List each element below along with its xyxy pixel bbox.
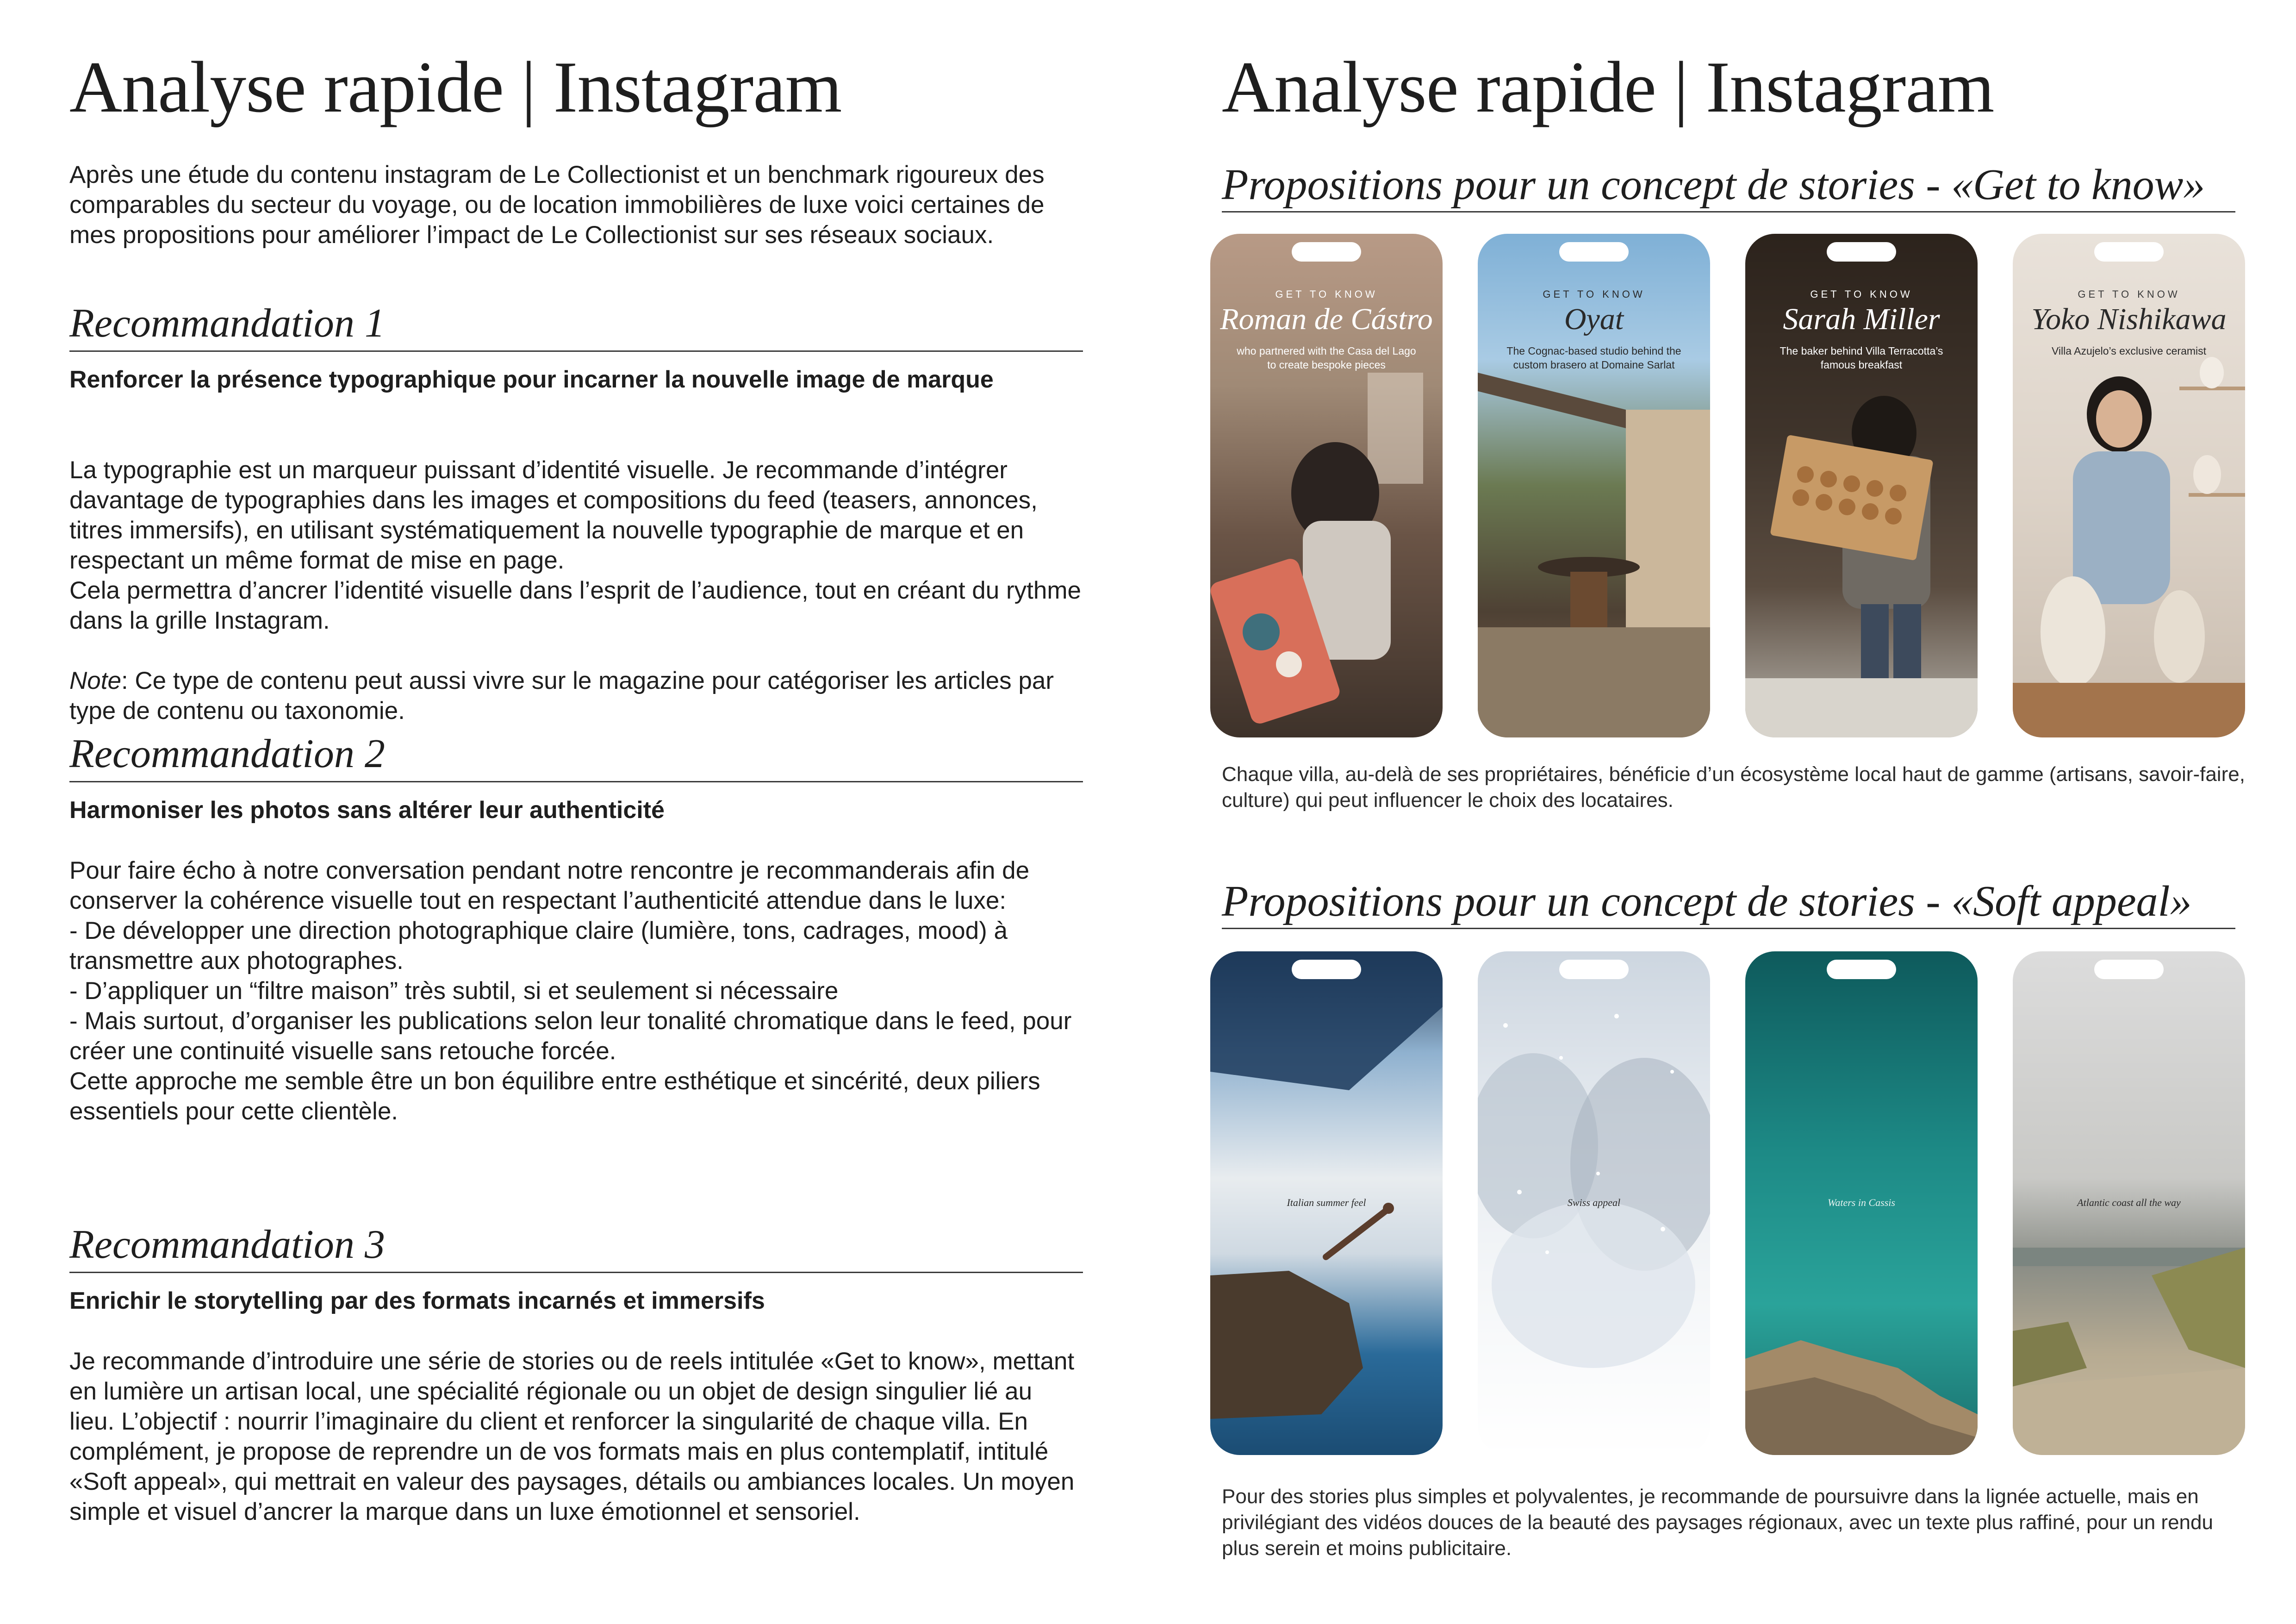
story-description: The baker behind Villa Terracotta’s famous breakfast: [1780, 345, 1943, 371]
story-name: Roman de Cástro: [1220, 302, 1433, 336]
story-card[interactable]: [1478, 234, 1710, 737]
story-eyebrow: GET TO KNOW: [2078, 288, 2180, 300]
intro-paragraph: Après une étude du contenu instagram de Le Collectionist et un benchmark rigoureux des comparables du secteur du voyage, ou de location immobilières de luxe voici certaines de mes propositions pour améliorer l’impact de Le Collectionist sur ses réseaux sociaux.: [69, 161, 1045, 249]
recommendation-subtitle: Renforcer la présence typographique pour incarner la nouvelle image de marque: [69, 366, 994, 393]
story-description: The Cognac-based studio behind the custom brasero at Domaine Sarlat: [1506, 345, 1681, 371]
get-to-know-stories: [1210, 234, 2247, 738]
story-name: Yoko Nishikawa: [2031, 302, 2227, 336]
story-description: Villa Azujelo’s exclusive ceramist: [2051, 345, 2207, 357]
story-name: Oyat: [1564, 302, 1624, 336]
soft-story-card[interactable]: [1745, 951, 1978, 1455]
recommendation-1: [69, 303, 1083, 756]
recommendation-heading: Recommandation 2: [69, 734, 1083, 782]
phone-notch: [1292, 960, 1361, 979]
phone-notch: [2094, 960, 2164, 979]
recommendation-body: Pour faire écho à notre conversation pendant notre rencontre je recommanderais afin de conserver la cohérence visuelle tout en respectant l’authenticité attendue dans le luxe: - De développer une direction photographique claire (lumière, tons, cadrages, mood) à transmettre aux photographes. - D’appliquer un “filtre maison” très subtil, si et seulement si nécessaire - Mais surtout, d’organiser les publications selon leur tonalité chromatique dans le feed, pour créer une continuité visuelle sans retouche forcée. Cette approche me semble être un bon équilibre entre esthétique et sincérité, deux piliers essentiels pour cette clientèle.: [69, 857, 1072, 1125]
soft-caption: Waters in Cassis: [1828, 1197, 1895, 1208]
soft-appeal-stories: [1210, 951, 2247, 1456]
soft-story-card[interactable]: [1478, 951, 1710, 1455]
note-text: : Ce type de contenu peut aussi vivre sur le magazine pour catégoriser les articles par type de contenu ou taxonomie.: [69, 667, 1054, 725]
get-to-know-heading: Propositions pour un concept de stories - «Get to know»: [1222, 163, 2235, 212]
phone-notch: [1292, 242, 1361, 262]
story-card[interactable]: [1210, 234, 1443, 737]
story-eyebrow: GET TO KNOW: [1810, 288, 1913, 300]
recommendation-body: [69, 425, 1083, 756]
phone-notch: [1827, 242, 1896, 262]
soft-story-card[interactable]: [1210, 951, 1443, 1455]
story-description: who partnered with the Casa del Lago to create bespoke pieces: [1237, 345, 1416, 371]
story-eyebrow: GET TO KNOW: [1275, 288, 1378, 300]
recommendation-2: [69, 731, 1083, 1126]
recommendation-3: [69, 1224, 1083, 1527]
soft-caption: Swiss appeal: [1567, 1197, 1621, 1208]
recommendation-text: La typographie est un marqueur puissant d’identité visuelle. Je recommande d’intégrer davantage de typographies dans les images et compositions du feed (teasers, annonces, titres immersifs), en utilisant systématiquement la nouvelle typographie de marque et en respectant un même format de mise en page. Cela permettra d’ancrer l’identité visuelle dans l’esprit de l’audience, tout en créant du rythme dans la grille Instagram.: [69, 456, 1081, 634]
story-name: Sarah Miller: [1783, 302, 1940, 336]
phone-notch: [1827, 960, 1896, 979]
note-label: Note: [69, 667, 121, 694]
phone-notch: [1559, 960, 1629, 979]
recommendation-note: [69, 666, 1083, 726]
soft-appeal-heading: Propositions pour un concept de stories - «Soft appeal»: [1222, 880, 2235, 929]
story-eyebrow: GET TO KNOW: [1543, 288, 1645, 300]
story-card[interactable]: [1745, 234, 1978, 737]
recommendation-heading: Recommandation 3: [69, 1224, 1083, 1273]
page-title: Analyse rapide | Instagram: [69, 47, 842, 128]
page-title: Analyse rapide | Instagram: [1222, 47, 1994, 128]
recommendation-subtitle: Harmoniser les photos sans altérer leur authenticité: [69, 797, 665, 824]
get-to-know-caption: Chaque villa, au-delà de ses propriétaires, bénéficie d’un écosystème local haut de gamme (artisans, savoir-faire, culture) qui peut influencer le choix des locataires.: [1222, 763, 2245, 812]
soft-caption: Italian summer feel: [1287, 1197, 1366, 1208]
phone-notch: [2094, 242, 2164, 262]
recommendation-heading: Recommandation 1: [69, 303, 1083, 352]
soft-caption: Atlantic coast all the way: [2077, 1197, 2181, 1208]
recommendation-subtitle: Enrichir le storytelling par des formats incarnés et immersifs: [69, 1287, 765, 1314]
soft-story-card[interactable]: [2013, 951, 2245, 1455]
phone-notch: [1559, 242, 1629, 262]
story-card[interactable]: [2013, 234, 2245, 737]
soft-appeal-caption: Pour des stories plus simples et polyvalentes, je recommande de poursuivre dans la lignée actuelle, mais en privilégiant des vidéos douces de la beauté des paysages régionaux, avec un texte plus raffiné, pour un rendu plus serein et moins publicitaire.: [1222, 1485, 2213, 1560]
recommendation-body: Je recommande d’introduire une série de stories ou de reels intitulée «Get to know», mettant en lumière un artisan local, une spécialité régionale ou un objet de design singulier lié au lieu. L’objectif : nourrir l’imaginaire du client et renforcer la singularité de chaque villa. En complément, je propose de reprendre un de vos formats mais en plus contemplatif, intitulé «Soft appeal», qui mettrait en valeur des paysages, détails ou ambiances locales. Un moyen simple et visuel d’ancrer la marque dans un luxe émotionnel et sensoriel.: [69, 1348, 1075, 1525]
